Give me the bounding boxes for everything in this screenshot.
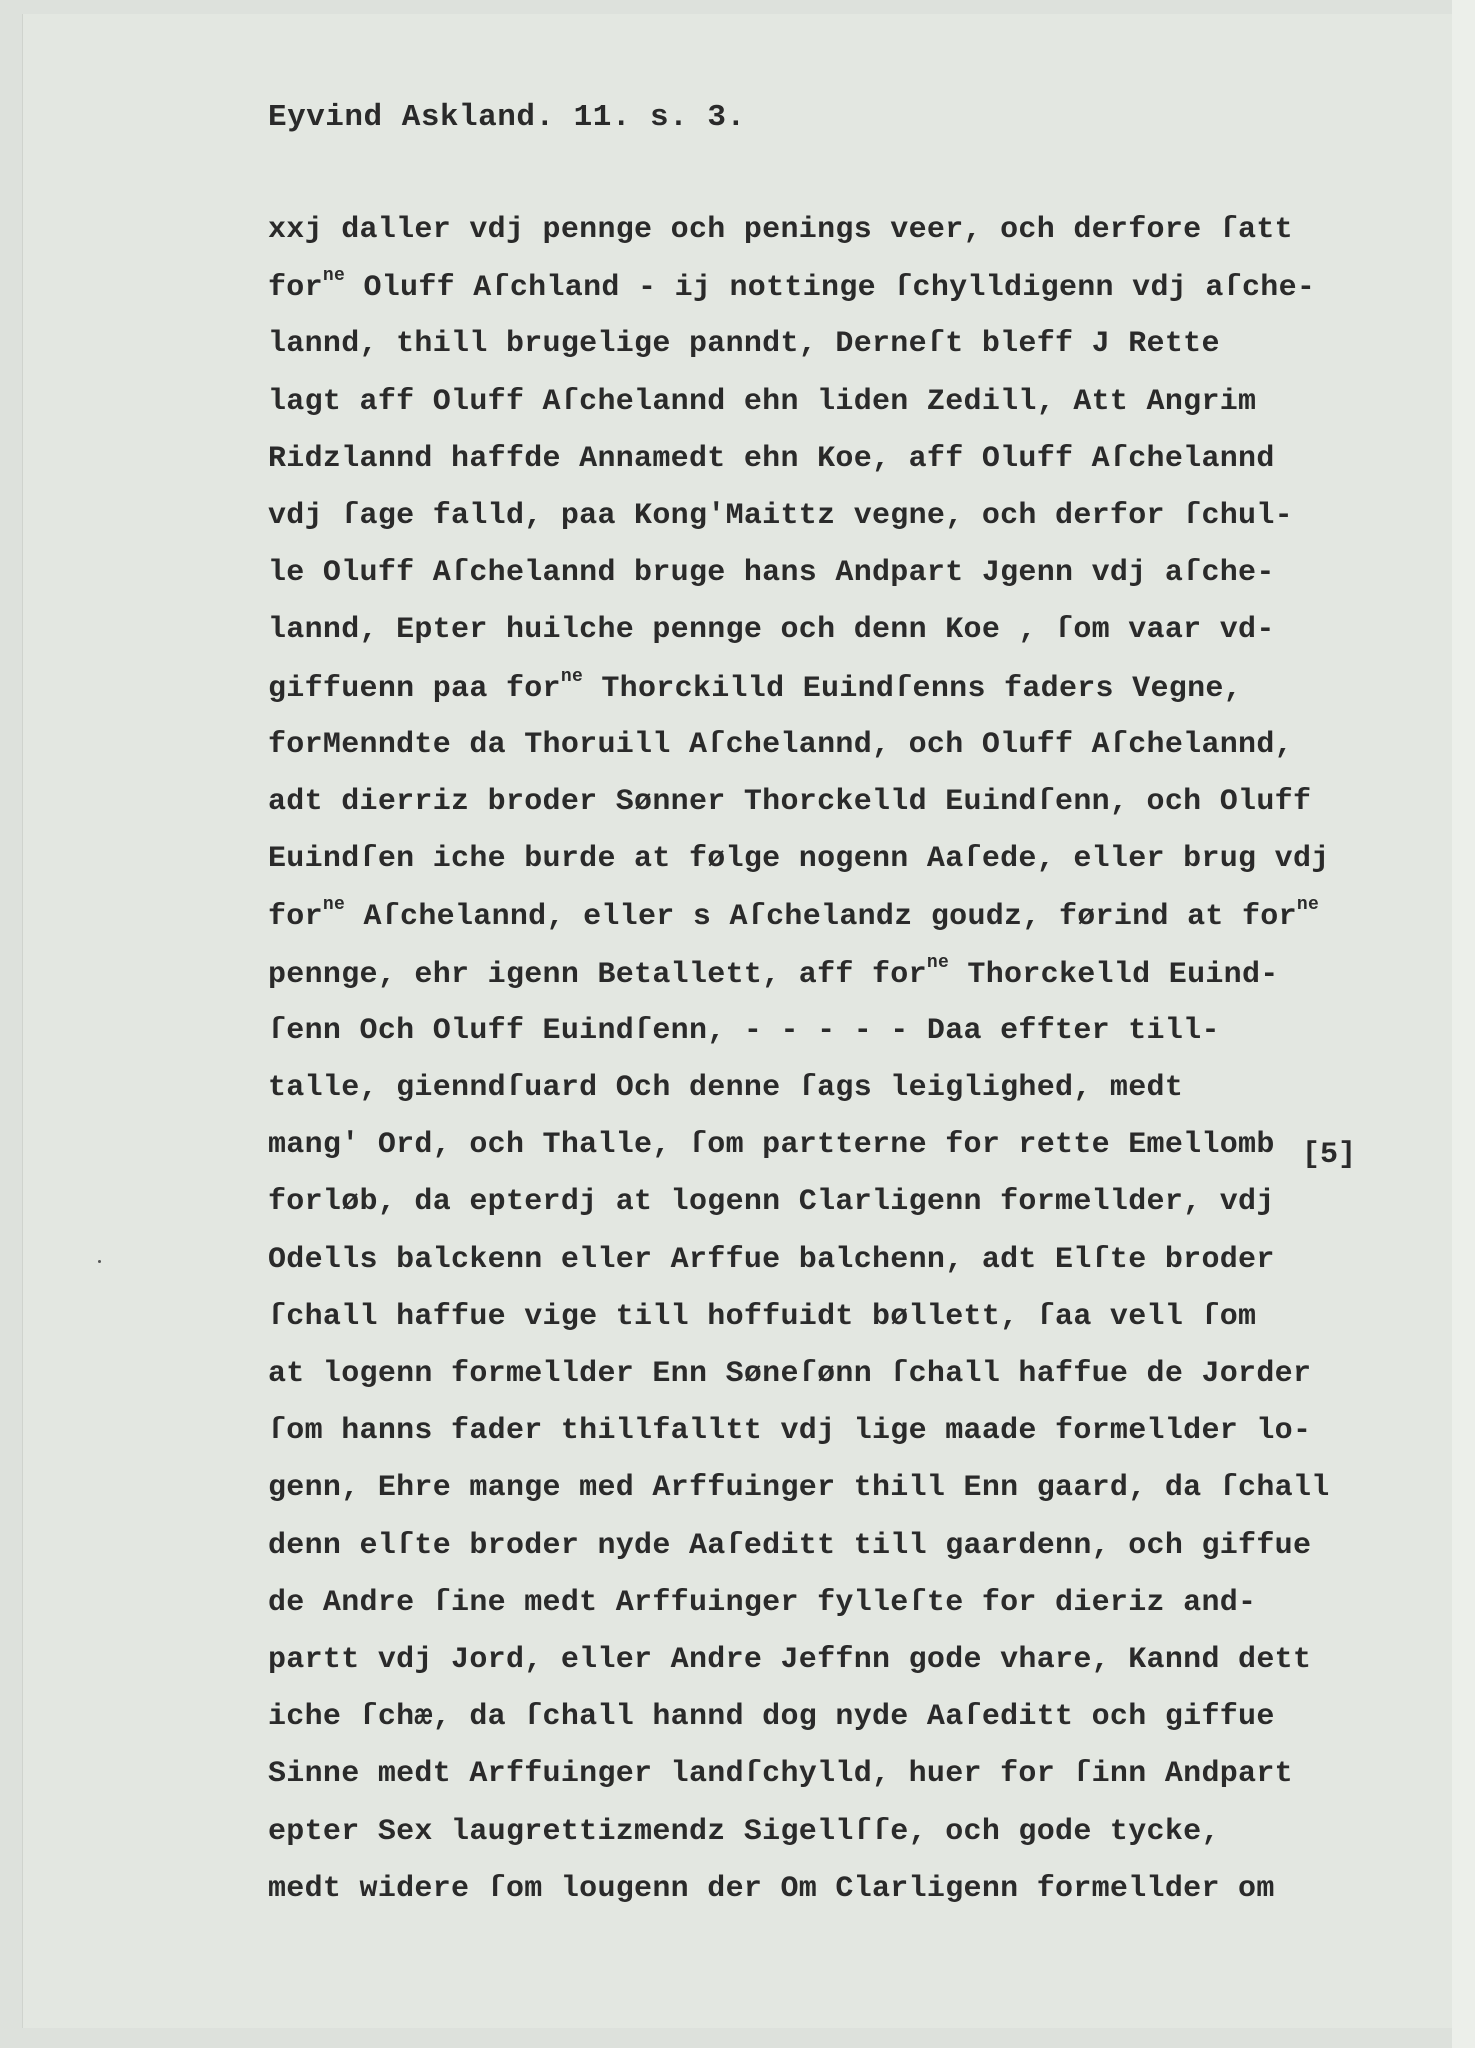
- line-prefix: pennge, ehr igenn Betallett, aff for: [268, 958, 927, 992]
- text-line: [268, 385, 1256, 419]
- text-line: [268, 442, 1275, 476]
- text-line: [268, 499, 1293, 533]
- line-text: vdj ſage falld, paa Kong'Maittz vegne, och derfor ſchul-: [268, 499, 1293, 533]
- line-text: forMenndte da Thoruill Aſchelannd, och Oluff Aſchelannd,: [268, 728, 1293, 762]
- text-line: [268, 327, 1220, 361]
- text-line: [268, 728, 1293, 762]
- line-text: le Oluff Aſchelannd bruge hans Andpart Jgenn vdj aſche-: [268, 556, 1275, 590]
- text-line: [268, 1471, 1330, 1505]
- text-line: [268, 213, 1293, 247]
- line-text: lannd, Epter huilche pennge och denn Koe , ſom vaar vd-: [268, 613, 1275, 647]
- text-line: [268, 613, 1275, 647]
- text-line: [268, 556, 1275, 590]
- text-line: [268, 1128, 1275, 1162]
- text-line: [268, 1700, 1275, 1734]
- text-line: [268, 266, 1316, 305]
- scan-border: [1452, 0, 1475, 2048]
- line-text: talle, gienndſuard Och denne ſags leiglighed, medt: [268, 1071, 1184, 1105]
- line-text: medt widere ſom lougenn der Om Clarligenn formellder om: [268, 1872, 1275, 1906]
- line-text: ſchall haffue vige till hoffuidt bøllett, ſaa vell ſom: [268, 1300, 1257, 1334]
- line-text: lannd, thill brugelige panndt, Derneſt bleff J Rette: [268, 327, 1220, 361]
- line-text: ſenn Och Oluff Euindſenn, - - - - - Daa effter till-: [268, 1014, 1220, 1048]
- line-text: Aſchelannd, eller s Aſchelandz goudz, førind at for: [345, 900, 1297, 934]
- line-text: Euindſen iche burde at følge nogenn Aaſede, eller brug vdj: [268, 842, 1330, 876]
- line-text: Thorckelld Euind-: [949, 958, 1279, 992]
- text-line: [268, 1300, 1256, 1334]
- text-line: [268, 1014, 1220, 1048]
- superscript-abbrev: ne: [322, 266, 346, 286]
- text-line: [268, 785, 1311, 819]
- text-line: [268, 667, 1242, 706]
- scan-speck: [98, 1260, 101, 1263]
- text-line: [268, 1815, 1220, 1849]
- margin-page-reference: [5]: [1302, 1138, 1357, 1172]
- text-line: [268, 1243, 1275, 1277]
- line-text: iche ſchæ, da ſchall hannd dog nyde Aaſeditt och giffue: [268, 1700, 1275, 1734]
- line-text: adt dierriz broder Sønner Thorckelld Euindſenn, och Oluff: [268, 785, 1312, 819]
- text-line: [268, 1757, 1293, 1791]
- line-text: mang' Ord, och Thalle, ſom partterne for rette Emellomb: [268, 1128, 1275, 1162]
- line-text: at logenn formellder Enn Søneſønn ſchall haffue de Jorder: [268, 1357, 1312, 1391]
- text-line: [268, 953, 1279, 992]
- line-text: lagt aff Oluff Aſchelannd ehn liden Zedill, Att Angrim: [268, 385, 1257, 419]
- text-line: [268, 1185, 1275, 1219]
- text-line: [268, 1643, 1311, 1677]
- line-text: de Andre ſine medt Arffuinger fylleſte for dieriz and-: [268, 1586, 1257, 1620]
- text-line: [268, 1529, 1311, 1563]
- line-text: genn, Ehre mange med Arffuinger thill Enn gaard, da ſchall: [268, 1471, 1330, 1505]
- line-prefix: for: [268, 271, 323, 305]
- line-prefix: giffuenn paa for: [268, 672, 561, 706]
- text-line: [268, 842, 1330, 876]
- line-text: Sinne medt Arffuinger landſchylld, huer for ſinn Andpart: [268, 1757, 1293, 1791]
- line-text: Ridzlannd haffde Annamedt ehn Koe, aff Oluff Aſchelannd: [268, 442, 1275, 476]
- superscript-abbrev: ne: [926, 953, 950, 973]
- superscript-abbrev: ne: [1296, 895, 1320, 915]
- text-line: [268, 1414, 1311, 1448]
- text-line: [268, 1071, 1183, 1105]
- text-line: [268, 1586, 1256, 1620]
- text-line: [268, 1872, 1275, 1906]
- text-line: [268, 1357, 1311, 1391]
- page-header: Eyvind Askland. 11. s. 3.: [268, 100, 746, 135]
- line-text: Oluff Aſchland - ij nottinge ſchylldigenn vdj aſche-: [345, 271, 1316, 305]
- superscript-abbrev: ne: [560, 667, 584, 687]
- line-prefix: for: [268, 900, 323, 934]
- line-text: ſom hanns fader thillfalltt vdj lige maade formellder lo-: [268, 1414, 1312, 1448]
- superscript-abbrev: ne: [322, 895, 346, 915]
- line-text: partt vdj Jord, eller Andre Jeffnn gode vhare, Kannd dett: [268, 1643, 1312, 1677]
- line-text: xxj daller vdj pennge och penings veer, och derfore ſatt: [268, 213, 1293, 247]
- line-text: denn elſte broder nyde Aaſeditt till gaardenn, och giffue: [268, 1529, 1312, 1563]
- line-text: Odells balckenn eller Arffue balchenn, adt Elſte broder: [268, 1243, 1275, 1277]
- line-text: epter Sex laugrettizmendz Sigellſſe, och gode tycke,: [268, 1815, 1220, 1849]
- line-text: Thorckilld Euindſenns faders Vegne,: [583, 672, 1242, 706]
- text-line: [268, 895, 1320, 934]
- line-text: forløb, da epterdj at logenn Clarligenn formellder, vdj: [268, 1185, 1275, 1219]
